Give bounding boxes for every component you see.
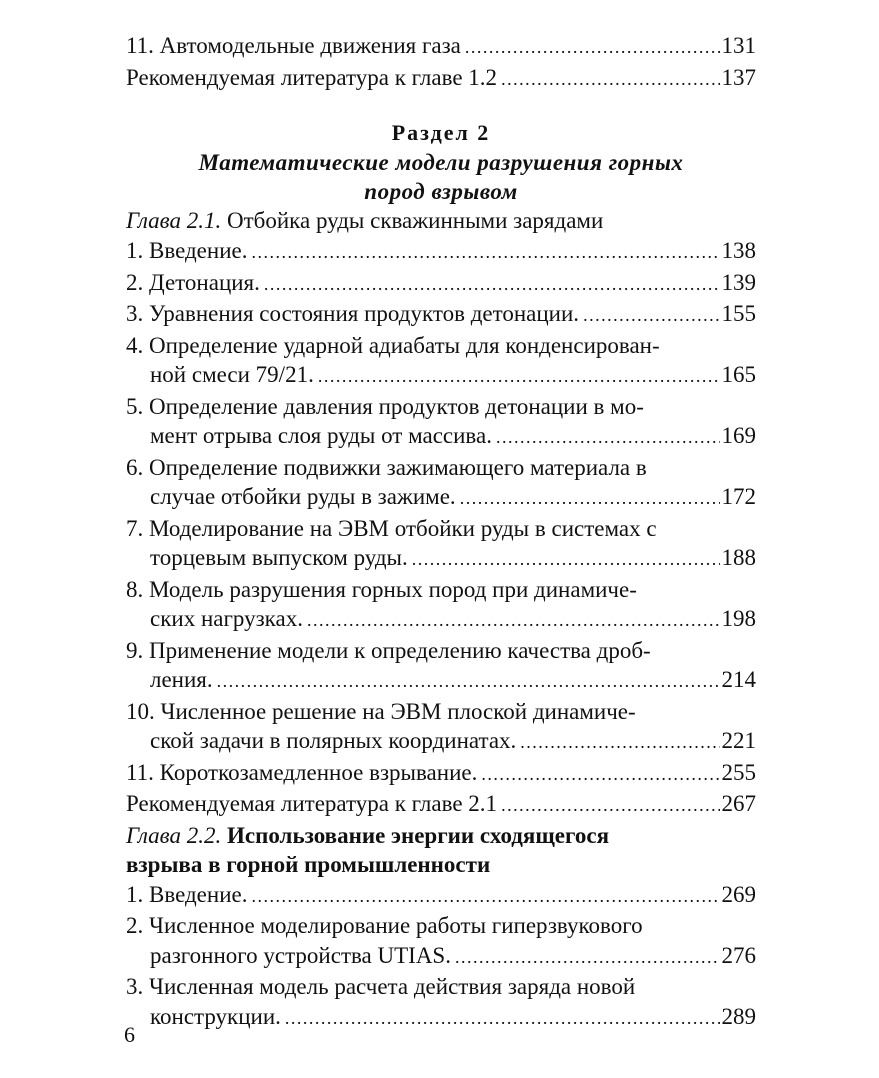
table-of-contents: [126, 31, 756, 1033]
chapter-label: Глава 2.2.: [126, 822, 222, 848]
leader-dots: [465, 33, 720, 63]
entry-page: 172: [721, 484, 756, 509]
entry-page: 289: [721, 1003, 756, 1029]
entry-text-line2: ления.: [150, 667, 213, 692]
entry-text-line1: 3. Численная модель расчета действия заряда новой: [126, 974, 636, 999]
chapter-title-line1: Использование энергии сходящегося: [227, 822, 610, 848]
entry-text-line2: мент отрыва слоя руды от массива.: [150, 423, 492, 448]
page-number: 6: [124, 1022, 135, 1047]
leader-dots: [251, 238, 719, 268]
entry-text: Рекомендуемая литература к главе 2.1: [126, 791, 498, 816]
entry-text-line1: 10. Численное решение на ЭВМ плоской динамиче-: [126, 698, 636, 724]
entry-text: 1. Введение.: [126, 238, 248, 263]
entry-text: Рекомендуемая литература к главе 1.2: [126, 64, 498, 90]
entry-page: 267: [721, 791, 756, 816]
leader-dots: [264, 270, 720, 300]
chapter-heading: [126, 821, 756, 880]
entry-text-line1: 6. Определение подвижки зажимающего материала в: [126, 454, 647, 480]
toc-entry: [126, 514, 756, 575]
entry-page: 137: [721, 64, 756, 90]
chapter-heading: [126, 206, 756, 236]
leader-dots: [501, 791, 719, 821]
section-title: Раздел 2: [391, 120, 491, 145]
toc-entry: [126, 31, 756, 63]
leader-dots: [217, 667, 720, 697]
leader-dots: [520, 728, 719, 758]
toc-entry: [126, 236, 756, 268]
toc-entry: [126, 63, 756, 95]
toc-entry: [126, 972, 756, 1033]
toc-entry: [126, 392, 756, 453]
entry-text-line2: ских нагрузках.: [150, 606, 303, 631]
entry-text-line1: 8. Модель разрушения горных пород при динамиче-: [126, 576, 637, 602]
entry-text-line1: 9. Применение модели к определению качества дроб-: [126, 637, 651, 663]
entry-text: 1. Введение.: [126, 881, 248, 907]
entry-text-line1: 2. Численное моделирование работы гиперзвукового: [126, 913, 643, 938]
entry-page: 214: [721, 667, 756, 692]
leader-dots: [412, 545, 720, 575]
entry-text: 3. Уравнения состояния продуктов детонации.: [126, 301, 580, 326]
toc-entry: [126, 331, 756, 392]
entry-text-line2: разгонного устройства UTIAS.: [150, 942, 451, 968]
leader-dots: [318, 362, 720, 392]
entry-page: 155: [721, 301, 756, 326]
leader-dots: [455, 943, 720, 973]
entry-page: 269: [721, 881, 756, 907]
toc-entry: [126, 453, 756, 514]
entry-text-line2: случае отбойки руды в зажиме.: [150, 484, 456, 509]
leader-dots: [307, 606, 720, 636]
leader-dots: [481, 760, 719, 790]
toc-entry: [126, 575, 756, 636]
toc-entry: [126, 299, 756, 331]
entry-page: 276: [721, 942, 756, 968]
toc-entry: [126, 911, 756, 972]
entry-page: 139: [721, 269, 756, 295]
chapter-title-line2: взрыва в горной промышленности: [126, 852, 491, 877]
leader-dots: [251, 882, 719, 912]
chapter-title: Отбойка руды скважинными зарядами: [227, 208, 604, 233]
section-subtitle-line1: Математические модели разрушения горных: [198, 150, 684, 175]
leader-dots: [501, 65, 719, 95]
entry-page: 221: [721, 728, 756, 753]
entry-text-line2: ной смеси 79/21.: [150, 362, 314, 387]
toc-entry: [126, 758, 756, 790]
leader-dots: [285, 1004, 720, 1034]
entry-text-line1: 5. Определение давления продуктов детонации в мо-: [126, 393, 644, 419]
section-subtitle-line2: пород взрывом: [364, 179, 518, 204]
entry-text-line2: конструкции.: [150, 1003, 281, 1029]
leader-dots: [496, 423, 720, 453]
leader-dots: [460, 484, 720, 514]
toc-entry: [126, 880, 756, 912]
toc-entry: [126, 789, 756, 821]
entry-text-line1: 7. Моделирование на ЭВМ отбойки руды в системах с: [126, 515, 657, 541]
entry-text-line2: торцевым выпуском руды.: [150, 545, 408, 570]
toc-entry: [126, 268, 756, 300]
entry-text: 2. Детонация.: [126, 269, 260, 295]
entry-text: 11. Короткозамедленное взрывание.: [126, 759, 478, 785]
entry-text-line1: 4. Определение ударной адиабаты для конденсирован-: [126, 332, 660, 358]
leader-dots: [583, 301, 719, 331]
entry-page: 198: [721, 606, 756, 631]
entry-page: 138: [721, 238, 756, 263]
entry-page: 165: [721, 362, 756, 387]
toc-entry: [126, 697, 756, 758]
entry-text: 11. Автомодельные движения газа: [126, 33, 461, 58]
entry-page: 169: [721, 423, 756, 448]
entry-page: 131: [721, 33, 756, 58]
entry-page: 255: [721, 759, 756, 785]
entry-page: 188: [721, 545, 756, 570]
toc-entry: [126, 636, 756, 697]
entry-text-line2: ской задачи в полярных координатах.: [150, 728, 517, 753]
chapter-label: Глава 2.1.: [126, 208, 222, 233]
